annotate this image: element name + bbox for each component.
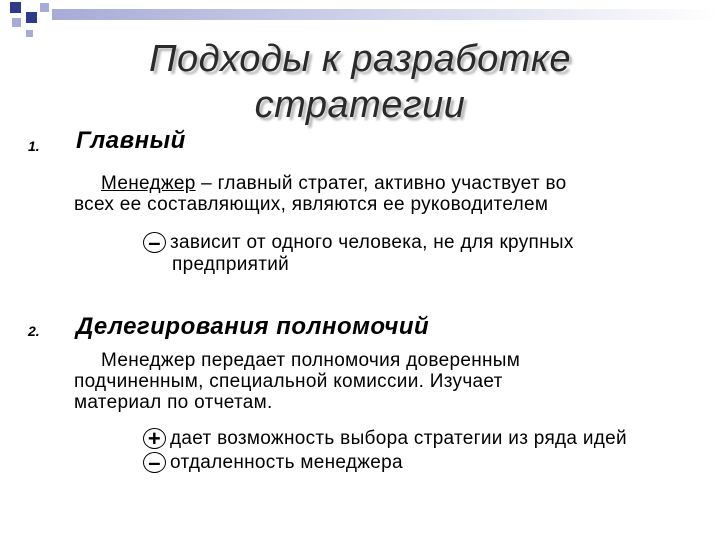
minus-icon: –: [143, 452, 166, 473]
text-line: всех ее составляющих, являются ее руководителем: [74, 194, 549, 215]
point-item: [143, 428, 627, 449]
deco-square-light: [26, 30, 33, 37]
section-number: 2.: [28, 323, 40, 339]
section-heading: Главный: [76, 127, 186, 154]
text-word-underlined: Менеджер: [101, 173, 196, 194]
section-number: 1.: [28, 138, 40, 154]
text-line: Менеджер передает полномочия доверенным: [101, 350, 521, 371]
minus-icon: –: [143, 232, 166, 253]
deco-square-dark: [10, 2, 21, 13]
deco-square-dark: [26, 12, 37, 23]
point-text: зависит от одного человека, не для крупных: [170, 232, 574, 253]
slide-title: [120, 36, 600, 128]
text-rest: – главный стратег, активно участвует во: [195, 173, 567, 194]
point-text: отдаленность менеджера: [170, 452, 403, 473]
text-line: материал по отчетам.: [74, 392, 273, 413]
text-line: подчиненным, специальной комиссии. Изучает: [74, 371, 503, 392]
point-text: дает возможность выбора стратегии из ряда идей: [170, 428, 627, 449]
deco-square-light: [12, 18, 21, 27]
point-item: [143, 232, 574, 253]
deco-bar: [52, 9, 720, 20]
plus-icon: +: [143, 428, 166, 449]
point-item: [143, 452, 403, 473]
deco-square-light: [40, 3, 49, 12]
point-item-continuation: предприятий: [172, 254, 290, 275]
section-heading: Делегирования полномочий: [76, 313, 430, 340]
section-text: [74, 173, 567, 215]
title-line-1: Подходы к разработке: [148, 38, 571, 80]
title-line-2: стратегии: [254, 84, 466, 126]
corner-decoration: [0, 0, 720, 40]
section-text: [74, 350, 520, 413]
